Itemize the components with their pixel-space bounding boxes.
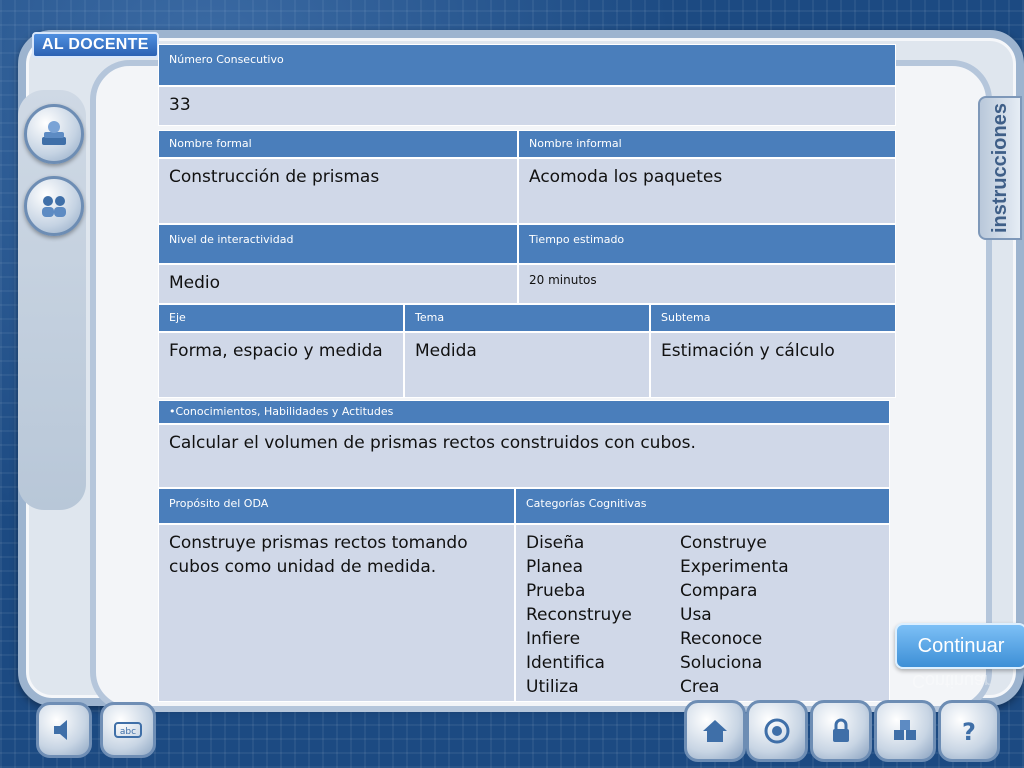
lock-icon xyxy=(824,714,858,748)
header-tema: Tema xyxy=(404,304,650,332)
categoria-item: Soluciona xyxy=(680,653,763,673)
header-numero-consecutivo: Número Consecutivo xyxy=(158,44,896,86)
students-icon xyxy=(37,189,71,223)
categorias-list xyxy=(515,524,890,702)
header-nombre-informal: Nombre informal xyxy=(518,130,896,158)
lock-button[interactable] xyxy=(810,700,872,762)
instructions-tab[interactable] xyxy=(978,96,1022,240)
header-categorias: Categorías Cognitivas xyxy=(515,488,890,524)
svg-text:abc: abc xyxy=(119,727,137,737)
categoria-item: Diseña xyxy=(526,533,585,553)
header-tiempo-estimado: Tiempo estimado xyxy=(518,224,896,264)
continue-reflection: Continuar xyxy=(912,671,991,691)
audio-button[interactable] xyxy=(36,702,92,758)
value-conocimientos: Calcular el volumen de prismas rectos construidos con cubos. xyxy=(158,424,890,488)
categoria-item: Identifica xyxy=(526,653,605,673)
value-numero-consecutivo: 33 xyxy=(158,86,896,126)
apple-books-icon xyxy=(37,117,71,151)
value-proposito: Construye prismas rectos tomando cubos como unidad de medida. xyxy=(158,524,515,702)
value-tiempo-estimado: 20 minutos xyxy=(518,264,896,304)
home-button[interactable] xyxy=(684,700,746,762)
header-eje: Eje xyxy=(158,304,404,332)
categoria-item: Reconstruye xyxy=(526,605,632,625)
categoria-item: Usa xyxy=(680,605,712,625)
value-subtema: Estimación y cálculo xyxy=(650,332,896,398)
home-icon xyxy=(698,714,732,748)
header-subtema: Subtema xyxy=(650,304,896,332)
blocks-button[interactable] xyxy=(874,700,936,762)
oda-info-table xyxy=(158,44,896,702)
continue-button[interactable]: Continuar xyxy=(895,623,1024,669)
value-nivel-interactividad: Medio xyxy=(158,264,518,304)
value-nombre-formal: Construcción de prismas xyxy=(158,158,518,224)
teacher-resources-button[interactable] xyxy=(24,104,84,164)
speaker-icon xyxy=(48,714,80,746)
header-nombre-formal: Nombre formal xyxy=(158,130,518,158)
blocks-icon xyxy=(888,714,922,748)
value-nombre-informal: Acomoda los paquetes xyxy=(518,158,896,224)
categoria-item: Planea xyxy=(526,557,584,577)
record-button[interactable] xyxy=(746,700,808,762)
categoria-item: Prueba xyxy=(526,581,586,601)
header-proposito: Propósito del ODA xyxy=(158,488,515,524)
categoria-item: Experimenta xyxy=(680,557,789,577)
svg-text:?: ? xyxy=(962,718,976,746)
categoria-item: Compara xyxy=(680,581,758,601)
categoria-item: Construye xyxy=(680,533,767,553)
value-eje: Forma, espacio y medida xyxy=(158,332,404,398)
categoria-item: Infiere xyxy=(526,629,581,649)
students-button[interactable] xyxy=(24,176,84,236)
record-icon xyxy=(760,714,794,748)
instructions-tab-label: instrucciones xyxy=(988,102,1011,234)
al-docente-label[interactable]: AL DOCENTE xyxy=(32,32,159,58)
value-tema: Medida xyxy=(404,332,650,398)
header-nivel-interactividad: Nivel de interactividad xyxy=(158,224,518,264)
header-conocimientos: •Conocimientos, Habilidades y Actitudes xyxy=(158,400,890,424)
categoria-item: Crea xyxy=(680,677,720,697)
categoria-item: Utiliza xyxy=(526,677,579,697)
help-icon xyxy=(952,714,986,748)
abc-icon xyxy=(112,714,144,746)
categoria-item: Reconoce xyxy=(680,629,763,649)
help-button[interactable] xyxy=(938,700,1000,762)
glossary-button[interactable] xyxy=(100,702,156,758)
